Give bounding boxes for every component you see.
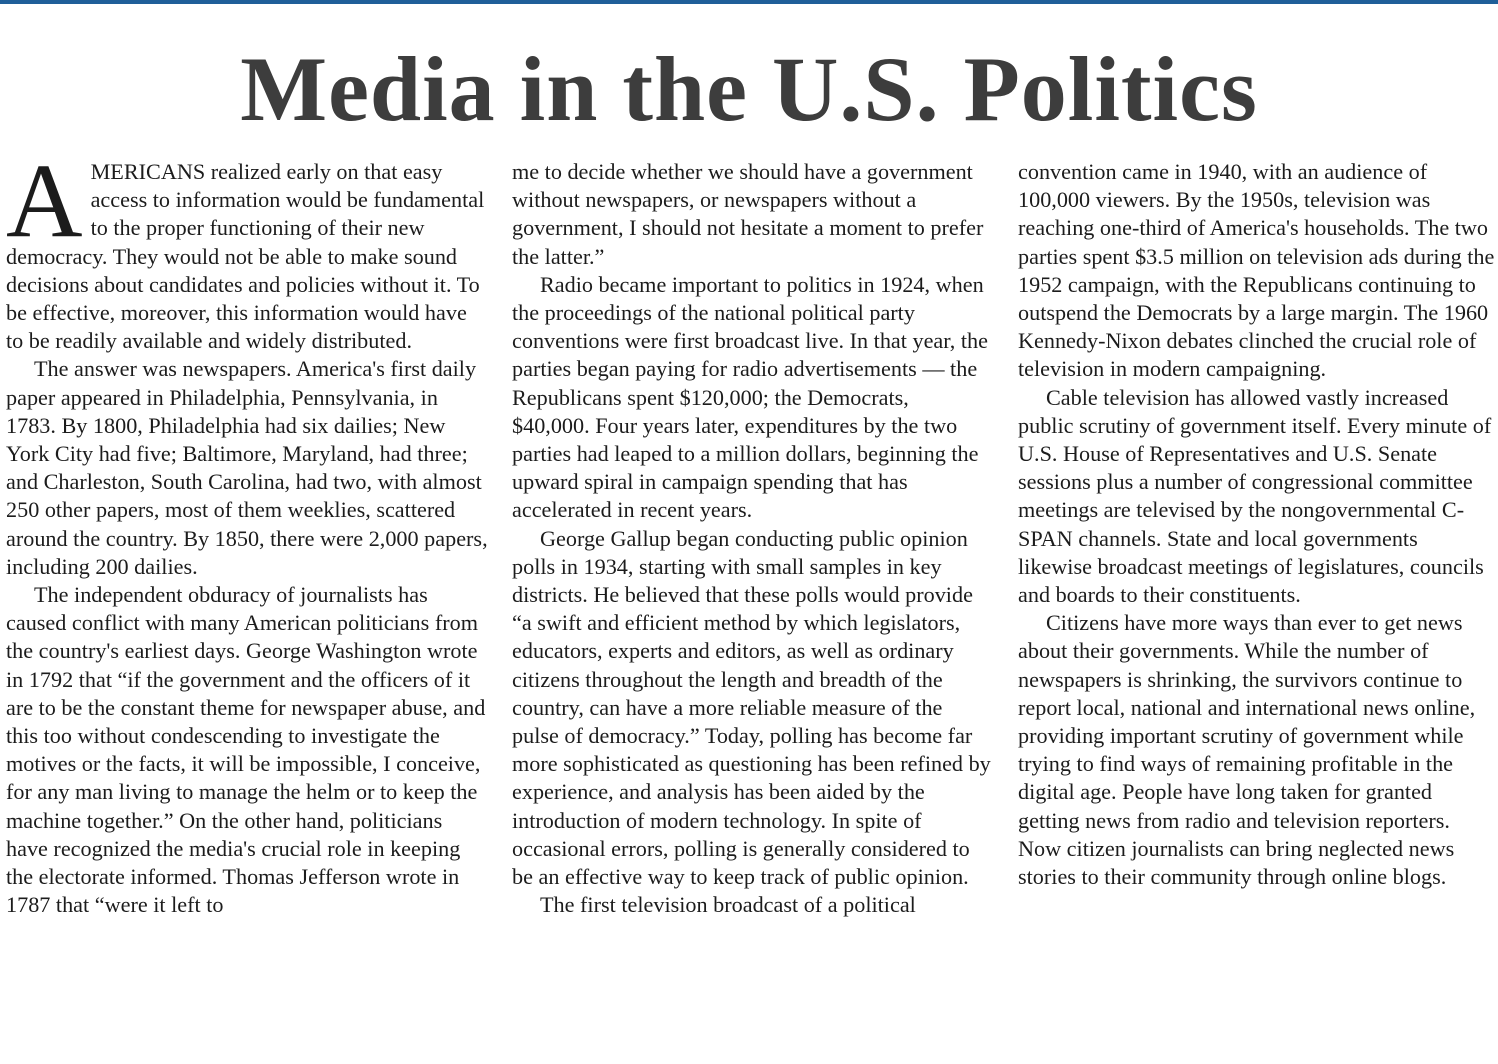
paragraph-journalists: The independent obduracy of journalists has caused conflict with many American politicians from the country's earliest days. George Washington wrote in 1792 that “if the government and the officers of it are to be the constant theme for newspaper abuse, and this too without condescending to investigate the motives or the facts, it will be impossible, I conceive, for any man living to manage the helm or to keep the machine together.” On the other hand, politicians have recognized the media's crucial role in keeping the electorate informed. Thomas Jefferson wrote in 1787 that “were it left to: [6, 582, 486, 918]
article-column-3: [1018, 158, 1496, 891]
article-column-1: [6, 142, 488, 919]
paragraph-gallup: George Gallup began conducting public opinion polls in 1934, starting with small samples in key districts. He believed that these polls would provide “a swift and efficient method by which legislators, educators, experts and editors, as well as ordinary citizens throughout the length and breadth of the country, can have a more reliable measure of the pulse of democracy.” Today, polling has become far more sophisticated as questioning has been refined by experience, and analysis has been aided by the introduction of modern technology. In spite of occasional errors, polling is generally considered to be an effective way to keep track of public opinion.: [512, 525, 991, 890]
paragraph-radio: Radio became important to politics in 1924, when the proceedings of the national political party conventions were first broadcast live. In that year, the parties began paying for radio advertisements — the Republicans spent $120,000; the Democrats, $40,000. Four years later, expenditures by the two parties had leaped to a million dollars, beginning the upward spiral in campaign spending that has accelerated in recent years.: [512, 271, 988, 523]
paragraph-newspapers: The answer was newspapers. America's first daily paper appeared in Philadelphia, Pennsylvania, in 1783. By 1800, Philadelphia had six dailies; New York City had five; Baltimore, Maryland, had three; and Charleston, South Carolina, had two, with almost 250 other papers, most of them weeklies, scattered around the country. By 1850, there were 2,000 papers, including 200 dailies.: [6, 356, 488, 579]
paragraph-citizens: Citizens have more ways than ever to get news about their governments. While the number of newspapers is shrinking, the survivors continue to report local, national and international news online, providing important scrutiny of government while trying to find ways of remaining profitable in the digital age. People have long taken for granted getting news from radio and television reporters. Now citizen journalists can bring neglected news stories to their community through online blogs.: [1018, 610, 1476, 890]
paragraph-television-start: The first television broadcast of a political: [540, 892, 916, 918]
paragraph-intro-text: MERICANS realized early on that easy access to information would be fundamental to the proper functioning of their new democracy. They would not be able to make sound decisions about candidates and policies without it. To be effective, moreover, this information would have to be readily available and widely distributed.: [6, 159, 485, 354]
paragraph-jefferson-continued: me to decide whether we should have a government without newspapers, or newspapers without a government, I should not hesitate a moment to prefer the latter.”: [512, 159, 984, 269]
paragraph-cable: Cable television has allowed vastly increased public scrutiny of government itself. Every minute of U.S. House of Representatives and U.S. Senate sessions plus a number of congressional committee meetings are televised by the nongovernmental C-SPAN channels. State and local governments likewise broadcast meetings of legislatures, councils and boards to their constituents.: [1018, 384, 1492, 608]
paragraph-intro: [6, 142, 488, 355]
drop-cap: A: [6, 142, 83, 259]
top-rule: [0, 0, 1498, 4]
article-column-2: [512, 158, 992, 919]
paragraph-television-continued: convention came in 1940, with an audience of 100,000 viewers. By the 1950s, television was reaching one-third of America's households. The two parties spent $3.5 million on television ads during the 1952 campaign, with the Republicans continuing to outspend the Democrats by a large margin. The 1960 Kennedy-Nixon debates clinched the crucial role of television in modern campaigning.: [1018, 159, 1495, 382]
page-title: Media in the U.S. Politics: [240, 38, 1258, 140]
